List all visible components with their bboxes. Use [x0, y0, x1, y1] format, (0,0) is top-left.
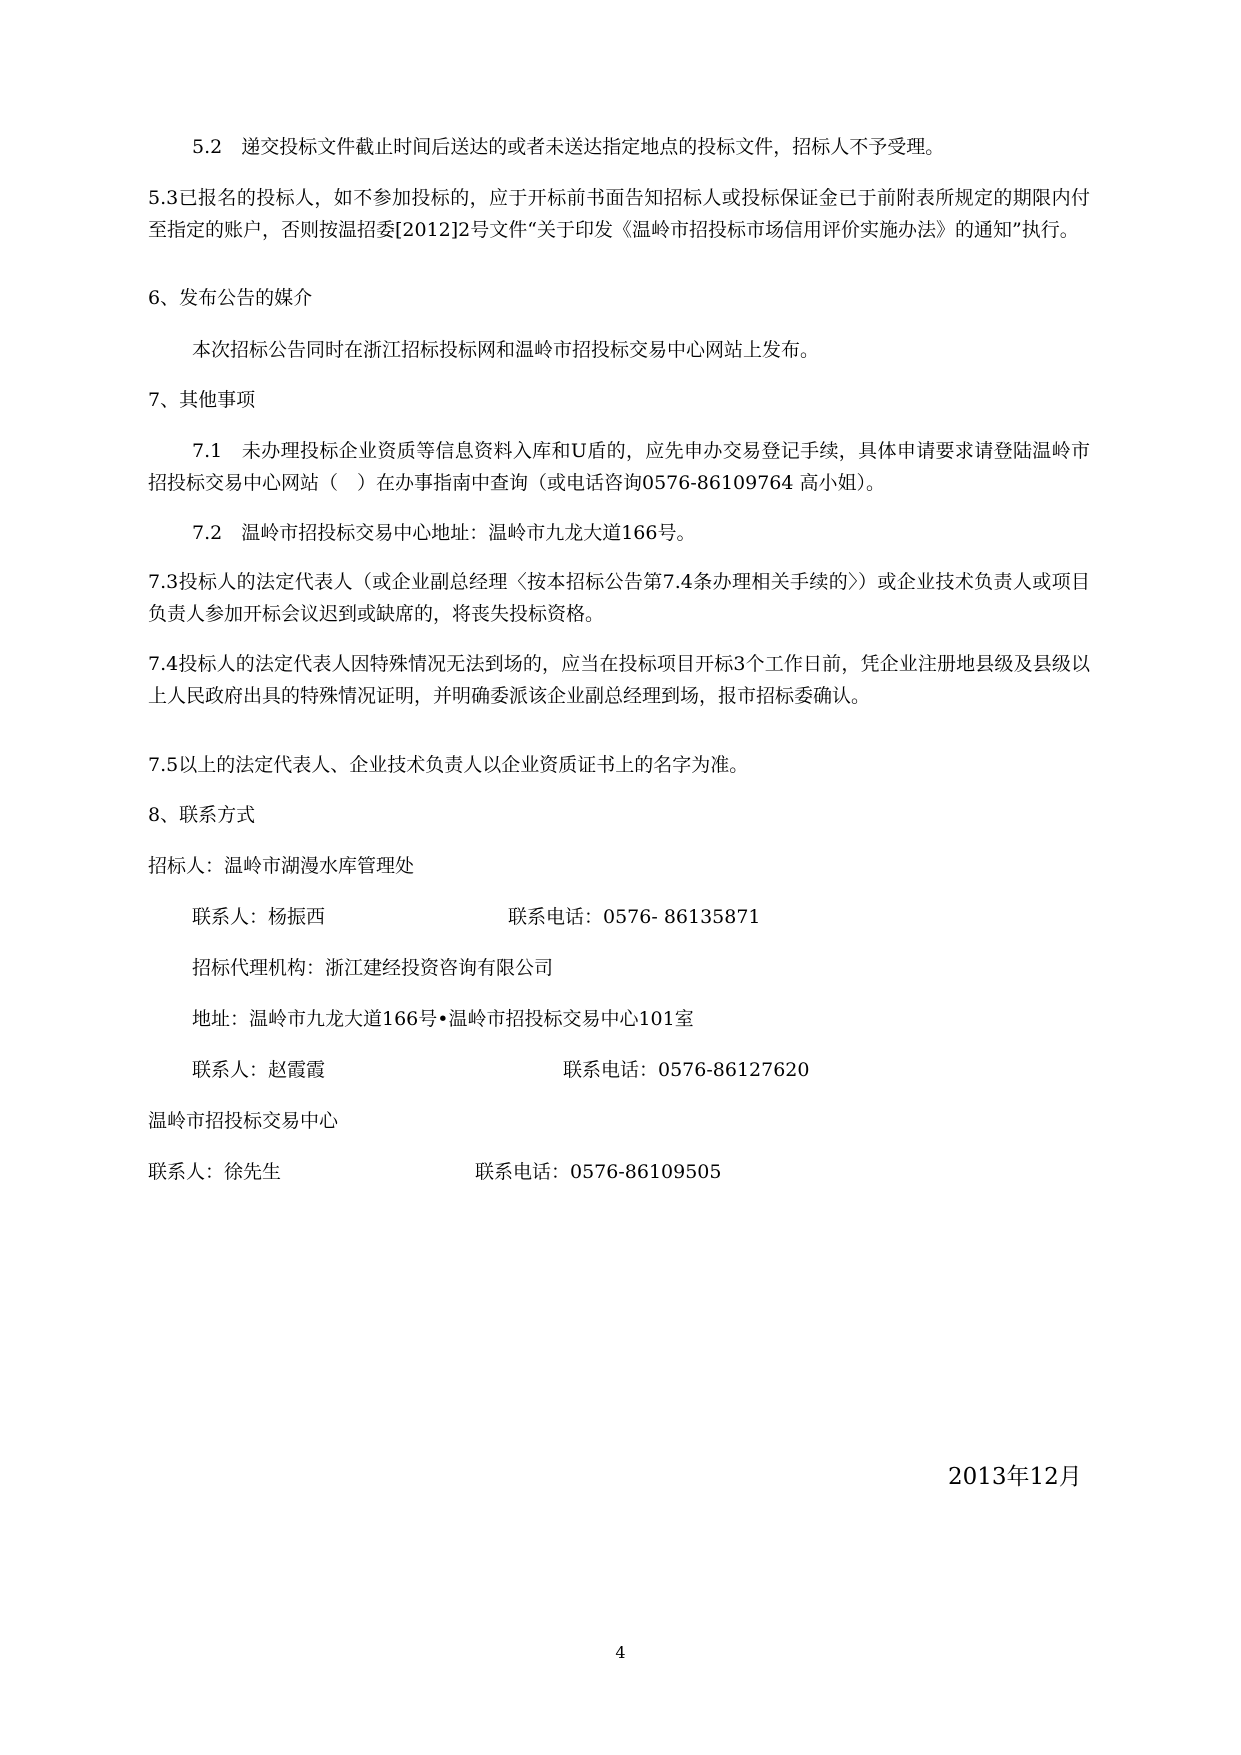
page-number: 4	[615, 1643, 626, 1662]
clause-7-4: 7.4投标人的法定代表人因特殊情况无法到场的，应当在投标项目开标3个工作日前，凭企业注册地县级及县级以上人民政府出具的特殊情况证明，并明确委派该企业副总经理到场，报市招标委确认。	[148, 653, 1090, 707]
heading-7: 7、其他事项	[148, 389, 256, 411]
clause-7-5: 7.5以上的法定代表人、企业技术负责人以企业资质证书上的名字为准。	[148, 754, 749, 776]
tenderer-name: 招标人：温岭市湖漫水库管理处	[148, 855, 415, 877]
agency-address: 地址：温岭市九龙大道166号•温岭市招投标交易中心101室	[192, 1008, 694, 1030]
clause-5-3: 5.3已报名的投标人，如不参加投标的，应于开标前书面告知招标人或投标保证金已于前附表所规定的期限内付至指定的账户，否则按温招委[2012]2号文件“关于印发《温岭市招投标市场信用评价实施办法》的通知”执行。	[148, 187, 1090, 241]
center-name: 温岭市招投标交易中心	[148, 1110, 339, 1132]
clause-5-2: 5.2 递交投标文件截止时间后送达的或者未送达指定地点的投标文件，招标人不予受理。	[192, 136, 945, 158]
tenderer-phone: 联系电话：0576- 86135871	[508, 906, 761, 928]
clause-6-body: 本次招标公告同时在浙江招标投标网和温岭市招投标交易中心网站上发布。	[192, 339, 820, 361]
clause-7-1: 7.1 未办理投标企业资质等信息资料入库和U盾的，应先申办交易登记手续，具体申请要求请登陆温岭市招投标交易中心网站（ ）在办事指南中查询（或电话咨询0576-86109764 高小姐）。	[148, 440, 1090, 494]
center-contact: 联系人：徐先生	[148, 1161, 282, 1183]
heading-8: 8、联系方式	[148, 804, 256, 826]
agency-phone: 联系电话：0576-86127620	[563, 1059, 810, 1081]
heading-6: 6、发布公告的媒介	[148, 287, 313, 309]
agency-contact: 联系人：赵霞霞	[192, 1059, 326, 1081]
clause-7-3: 7.3投标人的法定代表人（或企业副总经理〈按本招标公告第7.4条办理相关手续的〉）或企业技术负责人或项目负责人参加开标会议迟到或缺席的，将丧失投标资格。	[148, 571, 1090, 625]
tenderer-contact: 联系人：杨振西	[192, 906, 326, 928]
clause-7-2: 7.2 温岭市招投标交易中心地址：温岭市九龙大道166号。	[192, 522, 696, 544]
agency-name: 招标代理机构：浙江建经投资咨询有限公司	[192, 957, 554, 979]
document-date: 2013年12月	[948, 1464, 1082, 1490]
center-phone: 联系电话：0576-86109505	[475, 1161, 722, 1183]
